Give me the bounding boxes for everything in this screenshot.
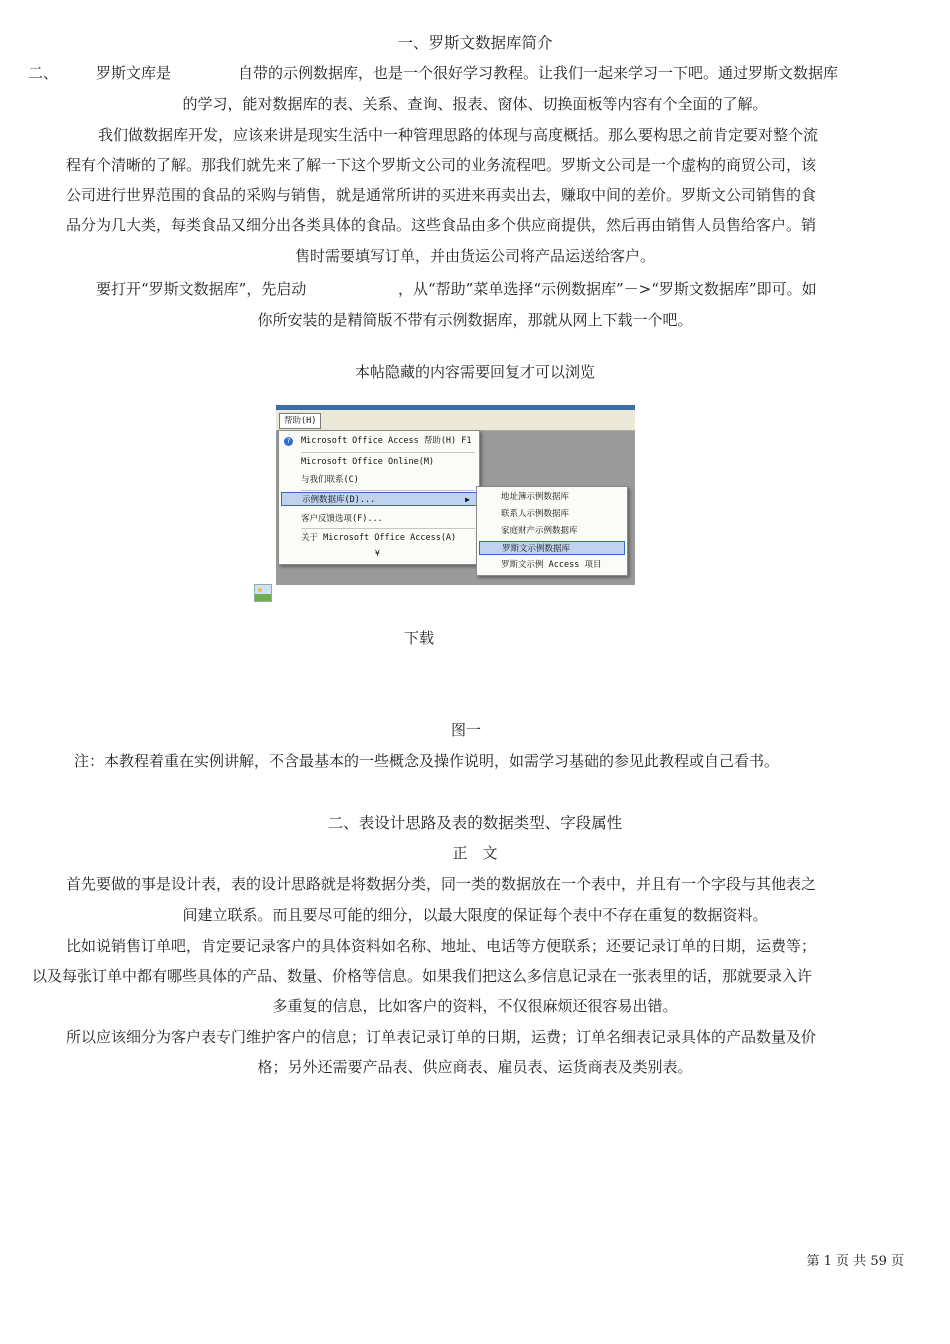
figure-caption: 图一 [451, 721, 482, 739]
section2-title: 二、表设计思路及表的数据类型、字段属性 [327, 814, 623, 832]
s2-para3-line1: 所以应该细分为客户表专门维护客户的信息；订单表记录订单的日期，运费；订单名细表记录具体的产品数量及价 [66, 1028, 817, 1046]
s2-para1-line1: 首先要做的事是设计表，表的设计思路就是将数据分类，同一类的数据放在一个表中，并且有一个字段与其他表之 [66, 875, 817, 893]
menu-item-sample-databases[interactable] [281, 492, 477, 506]
para2-line2: 程有个清晰的了解。那我们就先来了解一下这个罗斯文公司的业务流程吧。罗斯文公司是一个虚构的商贸公司，该 [66, 156, 817, 174]
menu-item-office-online[interactable]: Microsoft Office Online(M) [301, 457, 435, 467]
menu-separator [301, 528, 475, 529]
sample-databases-submenu [476, 486, 628, 576]
s2-para1-line2: 间建立联系。而且要尽可能的细分，以最大限度的保证每个表中不存在重复的数据资料。 [182, 906, 768, 924]
tutorial-note: 注：本教程着重在实例讲解，不含最基本的一些概念及操作说明，如需学习基础的参见此教程或自己看书。 [74, 752, 780, 770]
menu-item-about-access[interactable]: 关于 Microsoft Office Access(A) [301, 533, 457, 543]
para2-line5: 售时需要填写订单，并由货运公司将产品运送给客户。 [294, 247, 655, 265]
image-placeholder-icon[interactable] [254, 584, 272, 602]
download-link[interactable]: 下载 [404, 629, 435, 647]
page-number-footer: 第 1 页 共 59 页 [806, 1254, 904, 1269]
menu-item-access-help[interactable]: Microsoft Office Access 帮助(H) F1 [301, 436, 472, 446]
s2-para2-line1: 比如说销售订单吧，肯定要记录客户的具体资料如名称、地址、电话等方便联系；还要记录订单的日期，运费等； [66, 937, 817, 955]
intro-number: 二、 [28, 64, 59, 82]
menu-item-sample-databases-label: 示例数据库(D)... [302, 495, 376, 505]
para2-line4: 品分为几大类，每类食品又细分出各类具体的食品。这些食品由多个供应商提供，然后再由销售人员售给客户。销 [66, 216, 817, 234]
menu-separator [301, 490, 475, 491]
s2-para3-line2: 格；另外还需要产品表、供应商表、雇员表、运货商表及类别表。 [257, 1058, 693, 1076]
hidden-content-note: 本帖隐藏的内容需要回复才可以浏览 [354, 363, 595, 381]
section2-subtitle: 正 文 [452, 844, 498, 862]
s2-para2-line2: 以及每张订单中都有哪些具体的产品、数量、价格等信息。如果我们把这么多信息记录在一张表里的话，那就要录入许 [32, 967, 813, 985]
s2-para2-line3: 多重复的信息，比如客户的资料，不仅很麻烦还很容易出错。 [272, 997, 678, 1015]
para3-line1-part1: 要打开“罗斯文数据库”，先启动 [96, 280, 307, 298]
help-icon: ? [284, 437, 293, 446]
access-help-menu-screenshot [276, 405, 635, 585]
menu-bar [276, 410, 635, 431]
section1-title: 一、罗斯文数据库简介 [397, 34, 553, 52]
menu-item-contact-us[interactable]: 与我们联系(C) [301, 475, 359, 485]
menu-item-feedback-options[interactable]: 客户反馈选项(F)... [301, 514, 383, 524]
more-items-chevron-icon[interactable]: ¥ [375, 549, 380, 558]
intro-text-line2: 的学习，能对数据库的表、关系、查询、报表、窗体、切换面板等内容有个全面的了解。 [182, 95, 768, 113]
submenu-item-northwind-project[interactable]: 罗斯文示例 Access 项目 [501, 560, 602, 570]
submenu-item-household-inventory[interactable]: 家庭财产示例数据库 [501, 526, 578, 536]
para3-line2: 你所安装的是精简版不带有示例数据库，那就从网上下载一个吧。 [257, 311, 693, 329]
para2-line3: 公司进行世界范围的食品的采购与销售，就是通常所讲的买进来再卖出去，赚取中间的差价。罗斯文公司销售的食 [66, 186, 817, 204]
intro-text-part1: 罗斯文库是 [96, 64, 172, 82]
submenu-item-address-book[interactable]: 地址簿示例数据库 [501, 492, 570, 502]
menu-separator [301, 452, 475, 453]
help-menu-dropdown [278, 430, 480, 565]
intro-text-part2: 自带的示例数据库，也是一个很好学习教程。让我们一起来学习一下吧。通过罗斯文数据库 [238, 64, 839, 82]
para3-line1-part2: ，从“帮助”菜单选择“示例数据库”－>“罗斯文数据库”即可。如 [398, 280, 817, 298]
help-menu-title[interactable]: 帮助(H) [279, 413, 321, 429]
submenu-arrow-icon: ▶ [465, 495, 470, 504]
submenu-item-northwind[interactable]: 罗斯文示例数据库 [479, 541, 625, 555]
para2-line1: 我们做数据库开发，应该来讲是现实生活中一种管理思路的体现与高度概括。那么要构思之前肯定要对整个流 [98, 126, 819, 144]
submenu-item-contacts[interactable]: 联系人示例数据库 [501, 509, 570, 519]
